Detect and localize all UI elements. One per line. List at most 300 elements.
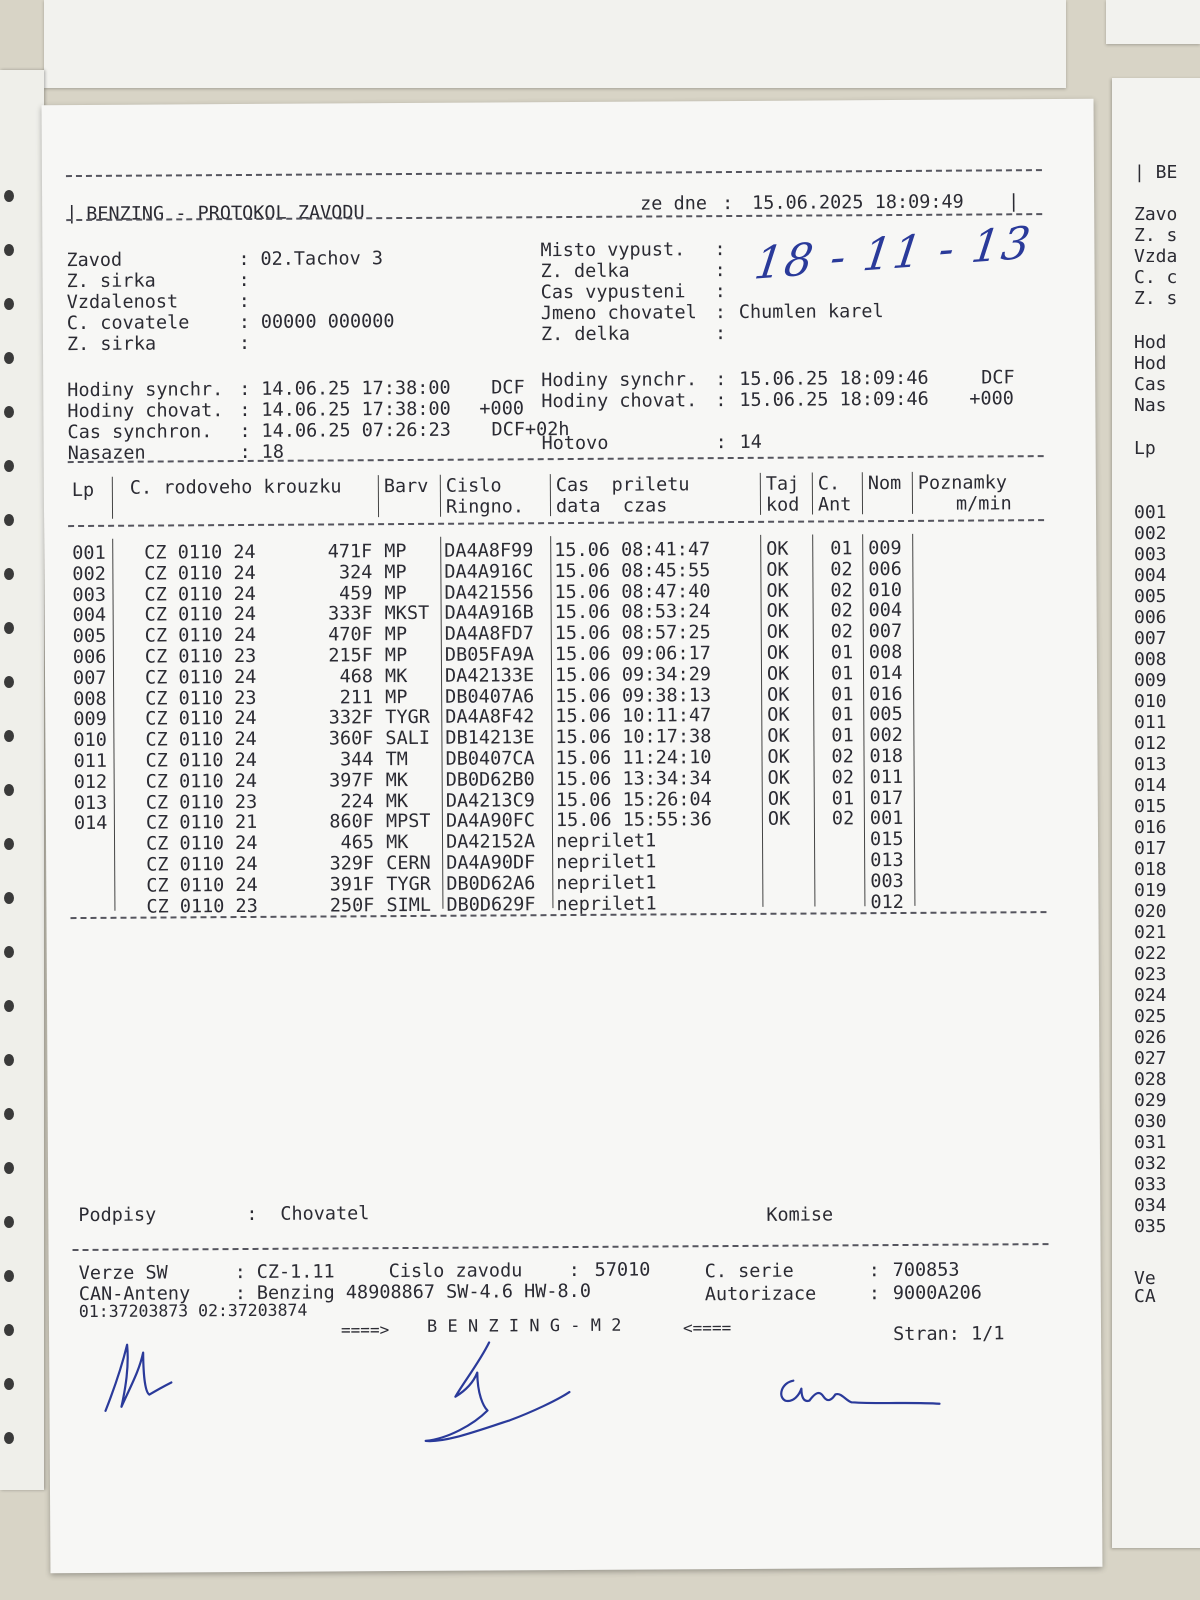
binder-hole bbox=[4, 622, 14, 634]
misto-label: Misto vypust. bbox=[540, 239, 686, 262]
cell-lp: 012 bbox=[73, 771, 108, 793]
col-header-barv: Barv bbox=[383, 475, 429, 498]
cell-taj: OK bbox=[767, 788, 791, 810]
zavod-label: Zavod bbox=[66, 249, 123, 272]
adjacent-row-number: 014 bbox=[1134, 775, 1167, 796]
cell-barv: SIML bbox=[386, 894, 432, 916]
adjacent-label: Z. s bbox=[1134, 288, 1178, 309]
colon: : bbox=[238, 290, 250, 313]
adjacent-label: Zavo bbox=[1134, 204, 1178, 225]
colon: : bbox=[246, 1203, 258, 1225]
col-header-pozn-1: Poznamky bbox=[917, 472, 1008, 494]
hotovo-value: 14 bbox=[739, 431, 762, 453]
cell-cislo: DB0D62B0 bbox=[445, 769, 535, 791]
adjacent-row-number: 033 bbox=[1134, 1174, 1167, 1195]
binder-hole bbox=[4, 784, 14, 796]
colon: : bbox=[714, 302, 727, 324]
cell-barv: MK bbox=[385, 790, 409, 812]
cell-lp: 001 bbox=[72, 542, 106, 565]
chovat-right-label: Hodiny chovat. bbox=[541, 390, 698, 413]
cell-cislo: DA4A916B bbox=[444, 602, 534, 625]
binder-hole bbox=[4, 1162, 14, 1174]
cell-lp: 013 bbox=[73, 792, 108, 814]
cell-ring: CZ 0110 24 bbox=[145, 749, 257, 772]
cell-ant: 02 bbox=[830, 600, 853, 622]
cas-synchron-value: 14.06.25 07:26:23 bbox=[261, 419, 451, 442]
cell-nom: 007 bbox=[868, 621, 903, 643]
cell-cas: 15.06 08:47:40 bbox=[554, 580, 711, 603]
cell-ant: 02 bbox=[830, 579, 853, 602]
document-title: BENZING - PROTOKOL ZAVODU bbox=[86, 202, 365, 225]
cell-taj: OK bbox=[766, 642, 790, 664]
cell-ant: 01 bbox=[830, 663, 854, 685]
c-covatele-value: 00000 000000 bbox=[260, 311, 395, 333]
cell-ring-number: 397F bbox=[329, 770, 374, 792]
serie-label: C. serie bbox=[704, 1260, 794, 1283]
chovat-left-label: Hodiny chovat. bbox=[67, 400, 224, 423]
cell-barv: MP bbox=[385, 686, 408, 708]
cell-nom: 017 bbox=[869, 787, 904, 809]
cell-cislo: DA4A90FC bbox=[445, 810, 536, 833]
c-covatele-label: C. covatele bbox=[66, 312, 190, 335]
brand-arrow-left: ====> bbox=[340, 1320, 390, 1340]
col-header-pozn-2: m/min bbox=[955, 493, 1012, 515]
adjacent-footer-fragment: Ve bbox=[1134, 1268, 1156, 1289]
cell-ant: 01 bbox=[831, 787, 855, 810]
colon: : bbox=[239, 399, 251, 422]
binder-hole bbox=[4, 1324, 14, 1336]
adjacent-row-number: 008 bbox=[1134, 649, 1167, 670]
col-header-cas-2: data czas bbox=[555, 495, 668, 518]
colon: : bbox=[238, 269, 250, 292]
verze-value: CZ-1.11 bbox=[256, 1261, 335, 1283]
adjacent-row-number: 023 bbox=[1134, 964, 1167, 985]
col-header-ant-2: Ant bbox=[817, 494, 852, 516]
colon: : bbox=[239, 378, 251, 401]
binder-hole bbox=[4, 1054, 14, 1066]
binder-hole bbox=[4, 1108, 14, 1120]
adjacent-label: Hod bbox=[1134, 332, 1167, 353]
cell-taj: OK bbox=[767, 809, 791, 831]
synchr-left-label: Hodiny synchr. bbox=[67, 379, 224, 402]
cell-nom: 011 bbox=[869, 766, 904, 788]
cell-taj: OK bbox=[766, 601, 789, 623]
cas-vypusteni-label: Cas vypusteni bbox=[540, 281, 686, 304]
cell-lp: 003 bbox=[72, 584, 107, 606]
cell-barv: MP bbox=[384, 582, 407, 604]
cell-barv: MK bbox=[385, 769, 409, 791]
colon: : bbox=[234, 1262, 246, 1284]
cell-barv: TM bbox=[385, 749, 408, 771]
chovat-right-value: 15.06.25 18:09:46 bbox=[739, 388, 929, 411]
colon: : bbox=[239, 420, 251, 443]
date-colon: : bbox=[722, 193, 734, 215]
brand-arrow-right: <==== bbox=[682, 1318, 732, 1338]
cell-ant: 02 bbox=[831, 767, 854, 789]
cell-lp: 010 bbox=[73, 730, 107, 752]
cell-ring: CZ 0110 24 bbox=[145, 833, 258, 855]
signature-1 bbox=[99, 1330, 190, 1421]
cell-cislo: DA4A90DF bbox=[446, 852, 536, 874]
adjacent-label: Vzda bbox=[1134, 246, 1178, 267]
cell-nom: 004 bbox=[868, 600, 903, 622]
cell-lp: 007 bbox=[72, 667, 107, 689]
cell-barv: MP bbox=[384, 561, 407, 583]
cell-cislo: DA42152A bbox=[445, 831, 536, 853]
binder-hole bbox=[4, 514, 14, 526]
adjacent-row-number: 025 bbox=[1134, 1006, 1167, 1027]
zavod-value: 02.Tachov 3 bbox=[260, 248, 384, 270]
cell-cislo: DA4213C9 bbox=[445, 789, 535, 812]
adjacent-row-number: 024 bbox=[1134, 985, 1167, 1006]
adjacent-row-number: 013 bbox=[1134, 754, 1167, 775]
adjacent-row-number: 020 bbox=[1134, 901, 1167, 922]
cell-nom: 012 bbox=[870, 891, 904, 913]
left-binder-stack bbox=[0, 70, 44, 1490]
cell-barv: MPST bbox=[385, 811, 431, 833]
cell-cas: 15.06 08:53:24 bbox=[554, 601, 711, 624]
cell-ant: 01 bbox=[831, 704, 854, 726]
adjacent-header-fragment: | BE bbox=[1134, 162, 1178, 183]
verze-label: Verze SW bbox=[78, 1262, 168, 1285]
cell-ring: CZ 0110 24 bbox=[144, 541, 256, 564]
binder-hole bbox=[4, 298, 14, 310]
cell-ring-number: 215F bbox=[328, 645, 373, 667]
adjacent-row-number: 018 bbox=[1134, 859, 1167, 880]
cell-cislo: DB0D62A6 bbox=[446, 873, 536, 895]
date-label: ze dne bbox=[640, 193, 708, 215]
cell-ring-number: 332F bbox=[328, 707, 374, 729]
cell-ring-number: 465 bbox=[340, 832, 375, 854]
adjacent-row-number: 017 bbox=[1134, 838, 1167, 859]
cell-nom: 003 bbox=[870, 870, 904, 892]
cislo-zavodu-value: 57010 bbox=[594, 1259, 651, 1281]
adjacent-row-number: 035 bbox=[1134, 1216, 1167, 1237]
cell-ring-number: 250F bbox=[329, 894, 375, 917]
handwritten-note: 18 - 11 - 13 bbox=[751, 217, 1036, 290]
adjacent-row-number: 031 bbox=[1134, 1132, 1167, 1153]
podpisy-label: Podpisy bbox=[78, 1204, 157, 1227]
autorizace-label: Autorizace bbox=[704, 1283, 817, 1306]
cell-cas: 15.06 08:41:47 bbox=[554, 539, 711, 562]
cell-cas: neprilet1 bbox=[556, 851, 657, 874]
cell-nom: 016 bbox=[869, 683, 903, 705]
adjacent-page bbox=[1112, 78, 1200, 1548]
colon: : bbox=[714, 281, 726, 303]
cell-barv: MP bbox=[384, 645, 408, 667]
cell-ring: CZ 0110 24 bbox=[145, 708, 257, 730]
col-header-ant-1: C. bbox=[817, 473, 841, 495]
background-paper-top-right bbox=[1106, 0, 1200, 44]
adjacent-row-number: 005 bbox=[1134, 586, 1167, 607]
col-header-ring: C. rodoveho krouzku bbox=[129, 476, 342, 499]
adjacent-label: Hod bbox=[1134, 353, 1167, 374]
cell-ring-number: 344 bbox=[340, 749, 374, 771]
cell-lp: 006 bbox=[72, 646, 107, 669]
adjacent-row-number: 006 bbox=[1134, 607, 1167, 628]
binder-hole bbox=[4, 406, 14, 418]
cell-ring-number: 329F bbox=[329, 853, 375, 875]
adjacent-row-number: 011 bbox=[1134, 712, 1167, 733]
cell-ant: 02 bbox=[830, 559, 853, 581]
chovat-left-suffix: +000 bbox=[479, 398, 525, 420]
synchr-right-suffix: DCF bbox=[981, 367, 1015, 389]
z-sirka2-label: Z. sirka bbox=[66, 333, 157, 356]
cell-taj: OK bbox=[767, 746, 790, 768]
cell-taj: OK bbox=[767, 705, 790, 727]
cell-cislo: DB14213E bbox=[445, 727, 535, 749]
protocol-sheet bbox=[42, 99, 1103, 1573]
binder-hole bbox=[4, 1432, 14, 1444]
colon: : bbox=[714, 260, 726, 282]
adjacent-footer-fragment: CA bbox=[1134, 1286, 1156, 1307]
cell-taj: OK bbox=[766, 538, 789, 560]
binder-hole bbox=[4, 1378, 14, 1390]
cell-cas: 15.06 08:57:25 bbox=[554, 622, 711, 645]
adjacent-row-number: 030 bbox=[1134, 1111, 1167, 1132]
colon: : bbox=[568, 1259, 580, 1282]
cell-barv: MP bbox=[384, 624, 408, 646]
cell-nom: 009 bbox=[868, 537, 902, 560]
serie-value: 700853 bbox=[892, 1259, 960, 1282]
adjacent-row-number: 022 bbox=[1134, 943, 1167, 964]
date-value: 15.06.2025 18:09:49 bbox=[752, 191, 964, 214]
synchr-right-value: 15.06.25 18:09:46 bbox=[739, 367, 929, 390]
cell-ring: CZ 0110 23 bbox=[146, 895, 258, 918]
cell-ring-number: 468 bbox=[339, 666, 374, 688]
adjacent-row-number: 016 bbox=[1134, 817, 1167, 838]
adjacent-row-number: 034 bbox=[1134, 1195, 1167, 1216]
chovatel-label: Chovatel bbox=[280, 1203, 370, 1225]
binder-hole bbox=[4, 730, 14, 742]
col-header-cas-1: Cas priletu bbox=[555, 474, 690, 497]
adjacent-row-number: 009 bbox=[1134, 670, 1167, 691]
cell-barv: TYGR bbox=[386, 873, 431, 895]
colon: : bbox=[234, 1283, 246, 1305]
cell-taj: OK bbox=[767, 725, 790, 747]
cell-cislo: DB05FA9A bbox=[444, 644, 535, 666]
cell-barv: SALI bbox=[385, 728, 431, 750]
colon: : bbox=[714, 323, 727, 345]
cell-ring: CZ 0110 23 bbox=[145, 791, 258, 814]
cell-ring-number: 333F bbox=[328, 603, 373, 625]
cell-nom: 005 bbox=[869, 704, 903, 726]
cas-synchron-label: Cas synchron. bbox=[67, 421, 213, 444]
binder-hole bbox=[4, 460, 14, 472]
cell-ring-number: 211 bbox=[339, 686, 374, 709]
synchr-left-suffix: DCF bbox=[491, 377, 525, 399]
cell-nom: 013 bbox=[870, 849, 904, 872]
header-bar-right: | bbox=[1008, 191, 1020, 213]
cell-nom: 018 bbox=[869, 745, 904, 768]
cell-taj: OK bbox=[766, 663, 790, 685]
cell-cas: neprilet1 bbox=[556, 893, 657, 915]
z-delka2-label: Z. delka bbox=[540, 323, 631, 346]
cell-taj: OK bbox=[766, 580, 789, 602]
adjacent-row-number: 003 bbox=[1134, 544, 1167, 565]
cell-lp: 014 bbox=[73, 813, 108, 835]
col-header-taj-2: kod bbox=[765, 494, 800, 516]
cell-cas: 15.06 13:34:34 bbox=[555, 767, 712, 790]
cell-ant: 02 bbox=[831, 808, 855, 830]
cell-barv: MKST bbox=[384, 603, 430, 625]
cell-lp: 004 bbox=[72, 605, 107, 627]
cell-ring-number: 224 bbox=[340, 790, 374, 813]
cell-cislo: DA4A8F99 bbox=[444, 540, 534, 562]
cell-taj: OK bbox=[767, 767, 790, 789]
cell-ring-number: 471F bbox=[327, 541, 373, 563]
cell-cas: 15.06 09:38:13 bbox=[555, 684, 712, 707]
cell-ring-number: 360F bbox=[328, 728, 374, 750]
background-paper-top bbox=[44, 0, 1066, 88]
hotovo-label: Hotovo bbox=[541, 432, 609, 455]
adjacent-label: C. c bbox=[1134, 267, 1178, 288]
adjacent-row-number: 015 bbox=[1134, 796, 1167, 817]
cell-cas: 15.06 09:34:29 bbox=[554, 663, 712, 686]
cell-ring-number: 470F bbox=[328, 624, 373, 646]
binder-hole bbox=[4, 190, 14, 202]
cell-ring-number: 324 bbox=[338, 562, 373, 584]
header-bar-left: | bbox=[66, 203, 78, 225]
cell-ant: 01 bbox=[830, 538, 853, 560]
cell-ring: CZ 0110 24 bbox=[144, 562, 256, 585]
adjacent-label: Z. s bbox=[1134, 225, 1178, 246]
cell-cas: 15.06 15:26:04 bbox=[555, 788, 712, 811]
adjacent-row-number: 029 bbox=[1134, 1090, 1167, 1111]
col-header-taj-1: Taj bbox=[765, 473, 800, 495]
cell-ant: 02 bbox=[830, 621, 854, 643]
nasazen-label: Nasazen bbox=[67, 442, 146, 465]
adjacent-row-number: 021 bbox=[1134, 922, 1167, 943]
adjacent-row-number: 004 bbox=[1134, 565, 1167, 586]
cell-ring: CZ 0110 21 bbox=[145, 812, 258, 834]
cell-ring-number: 391F bbox=[329, 874, 375, 896]
binder-hole bbox=[4, 946, 14, 958]
adjacent-label: Cas bbox=[1134, 374, 1167, 395]
cell-lp: 009 bbox=[73, 709, 107, 731]
cell-ant: 01 bbox=[831, 725, 854, 747]
cell-taj: OK bbox=[767, 684, 790, 706]
cell-cislo: DA4A8F42 bbox=[445, 706, 535, 729]
cell-taj: OK bbox=[766, 559, 789, 581]
adjacent-row-number: 027 bbox=[1134, 1048, 1167, 1069]
binder-hole bbox=[4, 676, 14, 688]
page-count-value: 1/1 bbox=[970, 1323, 1005, 1345]
cell-cislo: DB0407CA bbox=[445, 748, 535, 770]
cell-ring: CZ 0110 23 bbox=[144, 645, 257, 668]
colon: : bbox=[868, 1283, 881, 1305]
can-label: CAN-Anteny bbox=[78, 1283, 191, 1306]
cell-cas: 15.06 15:55:36 bbox=[555, 809, 712, 832]
binder-hole bbox=[4, 838, 14, 850]
cell-ring: CZ 0110 24 bbox=[144, 604, 257, 626]
binder-hole bbox=[4, 1270, 14, 1282]
adjacent-label: Nas bbox=[1134, 395, 1167, 416]
nasazen-value: 18 bbox=[261, 441, 284, 463]
cell-barv: MK bbox=[385, 832, 409, 854]
signature-2 bbox=[421, 1338, 592, 1449]
adjacent-row-number: 007 bbox=[1134, 628, 1167, 649]
cell-ant: 01 bbox=[830, 642, 854, 664]
cell-nom: 014 bbox=[868, 662, 903, 684]
cell-nom: 008 bbox=[868, 641, 903, 664]
col-header-cislo-2: Ringno. bbox=[445, 496, 525, 518]
synchr-right-label: Hodiny synchr. bbox=[541, 369, 698, 392]
cell-cas: 15.06 10:11:47 bbox=[555, 705, 712, 728]
cell-ring-number: 860F bbox=[329, 811, 374, 833]
colon: : bbox=[715, 369, 727, 391]
autorizace-value: 9000A206 bbox=[892, 1282, 982, 1305]
cell-lp: 011 bbox=[73, 750, 108, 773]
adjacent-row-number: 019 bbox=[1134, 880, 1167, 901]
cell-ring: CZ 0110 24 bbox=[144, 666, 257, 689]
adjacent-row-number: 012 bbox=[1134, 733, 1167, 754]
z-delka-label: Z. delka bbox=[540, 260, 630, 283]
cell-cas: 15.06 10:17:38 bbox=[555, 726, 712, 749]
cell-cas: neprilet1 bbox=[556, 872, 657, 894]
cell-nom: 002 bbox=[869, 725, 903, 747]
cell-cislo: DA421556 bbox=[444, 581, 534, 604]
cell-cislo: DA4A916C bbox=[444, 561, 534, 583]
cell-nom: 015 bbox=[869, 829, 904, 851]
cell-cislo: DA4A8FD7 bbox=[444, 623, 534, 645]
cell-barv: MK bbox=[384, 665, 408, 687]
adjacent-row-number: 010 bbox=[1134, 691, 1167, 712]
cell-ant: 01 bbox=[831, 683, 854, 706]
cislo-zavodu-label: Cislo zavodu bbox=[388, 1260, 523, 1283]
page-count-label: Stran: bbox=[892, 1323, 960, 1346]
colon: : bbox=[238, 311, 251, 334]
colon: : bbox=[239, 441, 251, 464]
cell-barv: MP bbox=[384, 541, 407, 563]
col-header-lp: Lp bbox=[71, 479, 95, 502]
binder-hole bbox=[4, 1000, 14, 1012]
cell-lp: 002 bbox=[72, 563, 106, 585]
binder-hole bbox=[4, 568, 14, 580]
cell-lp: 005 bbox=[72, 626, 107, 648]
cell-cas: 15.06 08:45:55 bbox=[554, 559, 711, 582]
cell-cas: 15.06 09:06:17 bbox=[554, 643, 711, 666]
colon: : bbox=[238, 248, 250, 271]
signature-3 bbox=[771, 1362, 951, 1423]
cell-nom: 006 bbox=[868, 558, 902, 580]
colon: : bbox=[868, 1260, 880, 1282]
colon: : bbox=[238, 332, 251, 355]
chovat-right-suffix: +000 bbox=[969, 388, 1014, 410]
brand-name: B E N Z I N G - M 2 bbox=[426, 1315, 622, 1337]
cell-taj: OK bbox=[766, 621, 790, 643]
chovat-left-value: 14.06.25 17:38:00 bbox=[261, 398, 451, 421]
adjacent-lp-header: Lp bbox=[1134, 438, 1156, 459]
cell-ring: CZ 0110 24 bbox=[145, 729, 257, 751]
synchr-left-value: 14.06.25 17:38:00 bbox=[261, 377, 451, 400]
can-value: Benzing 48908867 SW-4.6 HW-8.0 bbox=[256, 1280, 591, 1304]
cell-cas: 15.06 11:24:10 bbox=[555, 747, 712, 770]
col-header-cislo-1: Cislo bbox=[445, 475, 502, 497]
cell-cas: neprilet1 bbox=[555, 830, 657, 853]
z-sirka-label: Z. sirka bbox=[66, 270, 156, 293]
cell-ring: CZ 0110 24 bbox=[144, 583, 256, 606]
cell-ring: CZ 0110 24 bbox=[145, 770, 258, 793]
cell-lp: 008 bbox=[73, 688, 107, 710]
cell-barv: TYGR bbox=[385, 707, 430, 729]
colon: : bbox=[714, 239, 726, 261]
cell-barv: CERN bbox=[386, 852, 431, 875]
komise-label: Komise bbox=[766, 1204, 834, 1226]
cell-ring-number: 459 bbox=[339, 582, 373, 605]
vzdalenost-label: Vzdalenost bbox=[66, 291, 179, 314]
cell-nom: 010 bbox=[868, 579, 902, 601]
